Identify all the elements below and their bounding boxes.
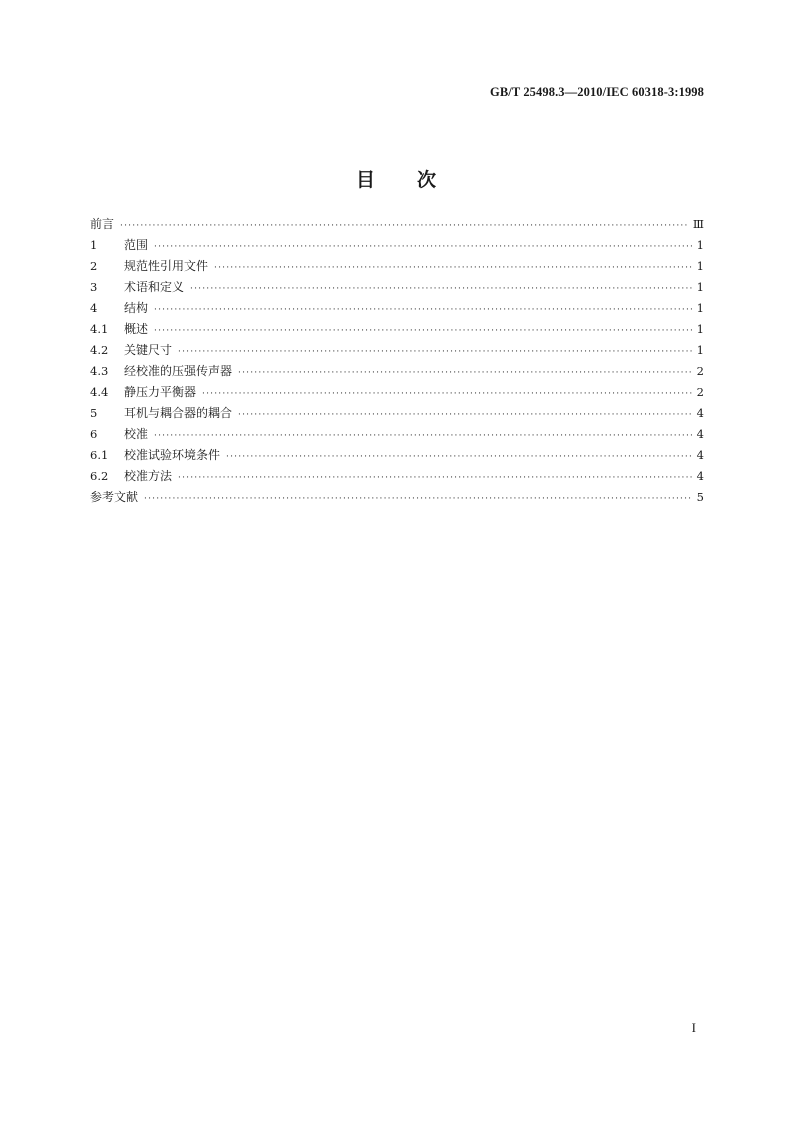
toc-entry-number: 6.2 <box>90 469 109 483</box>
toc-entry-title: 术语和定义 <box>124 280 185 294</box>
toc-leader-dots <box>144 494 692 504</box>
toc-entry-3[interactable] <box>90 278 704 299</box>
toc-entry-page: 1 <box>696 259 704 273</box>
toc-entry-title: 参考文献 <box>90 490 139 504</box>
toc-leader-dots <box>214 263 692 273</box>
toc-entry-number: 4.1 <box>90 322 109 336</box>
toc-entry-foreword[interactable] <box>90 215 704 236</box>
toc-entry-6-1[interactable] <box>90 446 704 467</box>
toc-leader-dots <box>154 242 692 252</box>
title-char-right: 次 <box>417 168 439 191</box>
toc-entry-title: 结构 <box>124 301 149 315</box>
title-char-left: 目 <box>355 168 377 191</box>
toc-entry-title: 耳机与耦合器的耦合 <box>124 406 233 420</box>
toc-entry-number: 1 <box>90 238 98 252</box>
toc-entry-page: 1 <box>696 280 704 294</box>
toc-entry-title: 校准试验环境条件 <box>124 448 221 462</box>
toc-entry-title: 关键尺寸 <box>124 343 173 357</box>
toc-leader-dots <box>226 452 692 462</box>
toc-entry-page: 1 <box>696 343 704 357</box>
toc-entry-page: 2 <box>696 364 704 378</box>
toc-entry-4-2[interactable] <box>90 341 704 362</box>
toc-entry-title: 经校准的压强传声器 <box>124 364 233 378</box>
toc-leader-dots <box>154 326 692 336</box>
toc-entry-title: 校准 <box>124 427 149 441</box>
toc-leader-dots <box>190 284 692 294</box>
toc-entry-page: 4 <box>696 469 704 483</box>
toc-entry-number: 6.1 <box>90 448 109 462</box>
toc-leader-dots <box>154 431 692 441</box>
toc-entry-number: 6 <box>90 427 98 441</box>
toc-entry-number: 4.2 <box>90 343 109 357</box>
toc-entry-page: 4 <box>696 448 704 462</box>
toc-entry-page: 2 <box>696 385 704 399</box>
toc-entry-page: 5 <box>696 490 704 504</box>
toc-leader-dots <box>238 410 692 420</box>
toc-entry-title: 校准方法 <box>124 469 173 483</box>
toc-entry-page: Ⅲ <box>692 217 704 231</box>
standard-code: GB/T 25498.3—2010/IEC 60318-3:1998 <box>490 85 704 99</box>
toc-entry-1[interactable] <box>90 236 704 257</box>
toc-entry-5[interactable] <box>90 404 704 425</box>
toc-entry-page: 1 <box>696 238 704 252</box>
toc-entry-4-3[interactable] <box>90 362 704 383</box>
toc-entry-title: 概述 <box>124 322 149 336</box>
toc-entry-number: 2 <box>90 259 98 273</box>
toc-leader-dots <box>154 305 692 315</box>
toc-entry-number: 4 <box>90 301 98 315</box>
toc-leader-dots <box>202 389 692 399</box>
page-number: I <box>691 1020 696 1035</box>
toc-entry-number: 3 <box>90 280 98 294</box>
toc-entry-6[interactable] <box>90 425 704 446</box>
toc-entry-number: 4.4 <box>90 385 109 399</box>
toc-entry-bibliography[interactable] <box>90 488 704 509</box>
page-title <box>0 165 794 192</box>
toc-entry-6-2[interactable] <box>90 467 704 488</box>
toc-entry-page: 4 <box>696 427 704 441</box>
toc-leader-dots <box>120 221 689 231</box>
toc-entry-title: 前言 <box>90 217 115 231</box>
toc-entry-4-4[interactable] <box>90 383 704 404</box>
toc-entry-4-1[interactable] <box>90 320 704 341</box>
toc-leader-dots <box>178 347 692 357</box>
toc-entry-page: 4 <box>696 406 704 420</box>
toc-entry-number: 5 <box>90 406 98 420</box>
toc-entry-title: 静压力平衡器 <box>124 385 197 399</box>
toc-entry-4[interactable] <box>90 299 704 320</box>
toc-entry-page: 1 <box>696 322 704 336</box>
table-of-contents <box>90 215 704 509</box>
toc-entry-title: 规范性引用文件 <box>124 259 209 273</box>
toc-entry-2[interactable] <box>90 257 704 278</box>
toc-leader-dots <box>178 473 692 483</box>
toc-entry-page: 1 <box>696 301 704 315</box>
toc-entry-title: 范围 <box>124 238 149 252</box>
toc-leader-dots <box>238 368 692 378</box>
toc-entry-number: 4.3 <box>90 364 109 378</box>
